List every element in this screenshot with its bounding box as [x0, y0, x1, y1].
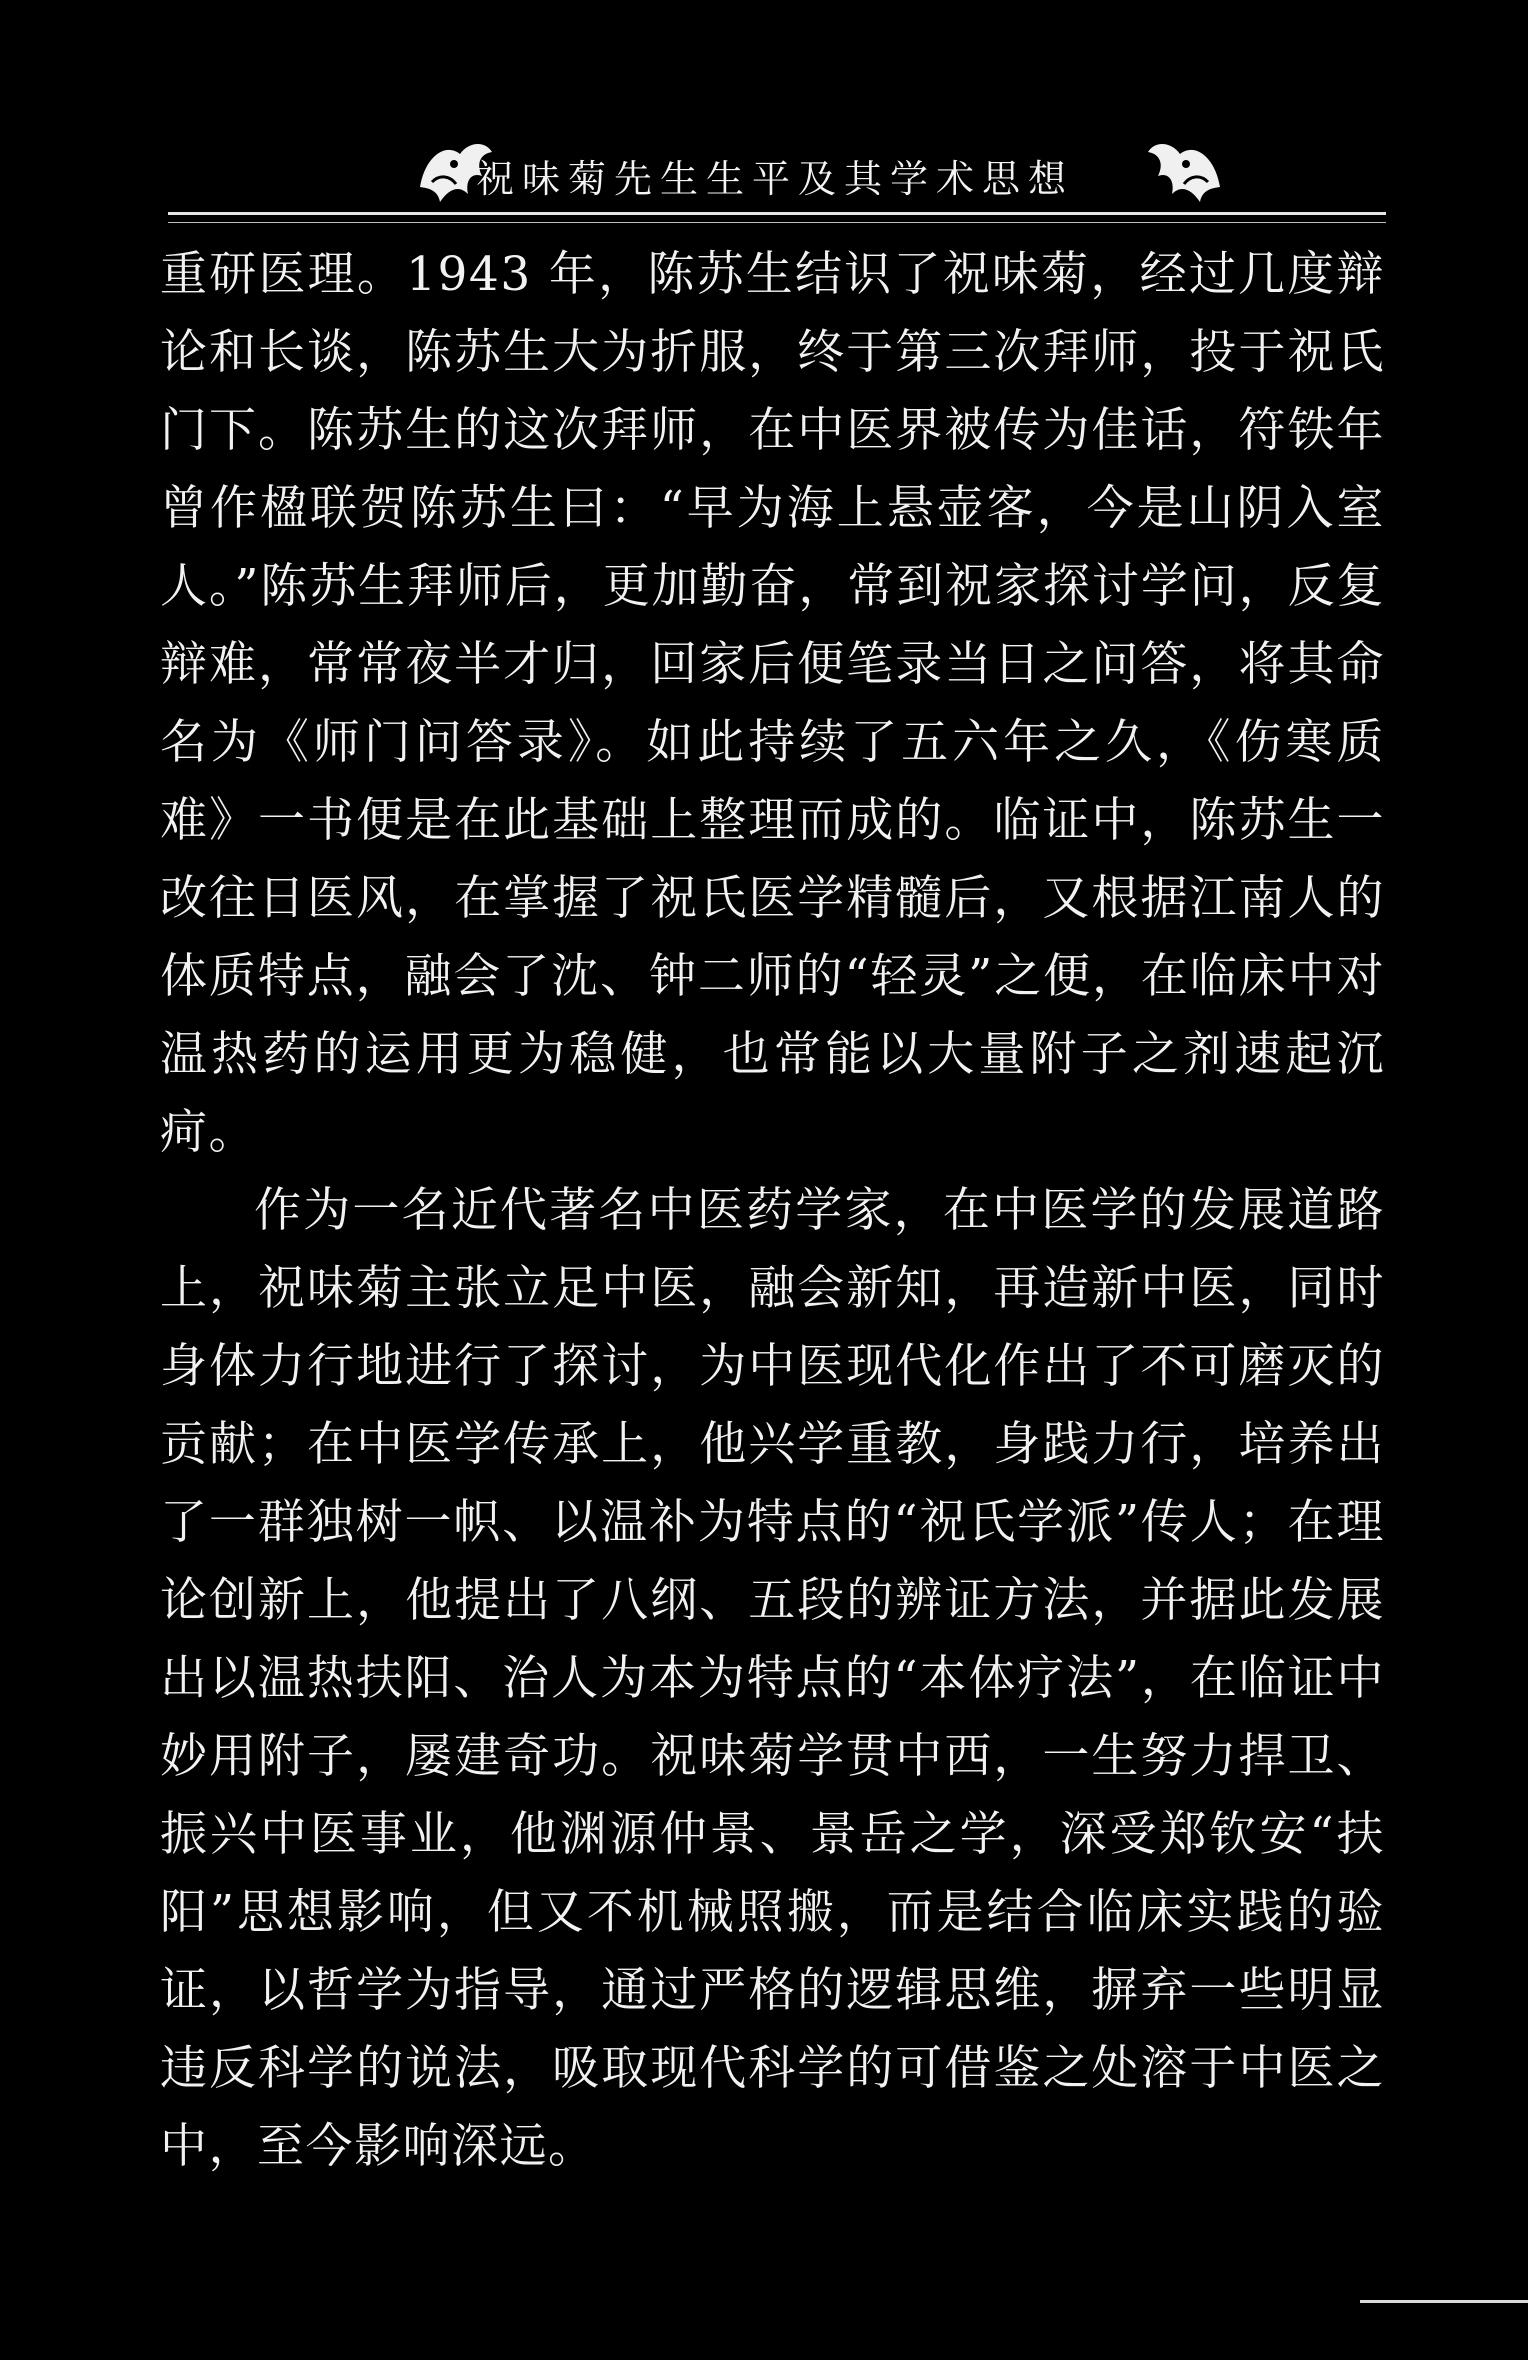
paragraph-text: 作为一名近代著名中医药学家，在中医学的发展道路上，祝味菊主张立足中医，融会新知，再造新中医，同时身体力行地进行了探讨，为中医现代化作出了不可磨灭的贡献；在中医学传承上，他兴学重教，身践力行，培养出了一群独树一帜、以温补为特点的“祝氏学派”传人；在理论创新上，他提出了八纲、五段的辨证方法，并据此发展出以温热扶阳、治人为本为特点的“本体疗法”，在临证中妙用附子，屡建奇功。祝味菊学贯中西，一生努力捍卫、振兴中医事业，他渊源仲景、景岳之学，深受郑钦安“扶阳”思想影响，但又不机械照搬，而是结合临床实践的验证，以哲学为指导，通过严格的逻辑思维，摒弃一些明显违反科学的说法，吸取现代科学的可借鉴之处溶于中医之中，至今影响深远。: [160, 1183, 1385, 2174]
body-paragraph-1: [160, 236, 1385, 1172]
running-header-title: 祝味菊先生生平及其学术思想: [475, 157, 1074, 201]
body-paragraph-2: [160, 1172, 1385, 2186]
header-rule: [168, 212, 1386, 215]
header-rule-thin: [168, 222, 1386, 223]
footer-rule: [1360, 2300, 1528, 2303]
paragraph-text: 重研医理。1943 年，陈苏生结识了祝味菊，经过几度辩论和长谈，陈苏生大为折服，终于第三次拜师，投于祝氏门下。陈苏生的这次拜师，在中医界被传为佳话，符铁年曾作楹联贺陈苏生曰：“早为海上悬壶客，今是山阴入室人。”陈苏生拜师后，更加勤奋，常到祝家探讨学问，反复辩难，常常夜半才归，回家后便笔录当日之问答，将其命名为《师门问答录》。如此持续了五六年之久，《伤寒质难》一书便是在此基础上整理而成的。临证中，陈苏生一改往日医风，在掌握了祝氏医学精髓后，又根据江南人的体质特点，融会了沈、钟二师的“轻灵”之便，在临床中对温热药的运用更为稳健，也常能以大量附子之剂速起沉疴。: [160, 247, 1385, 1160]
running-header: [160, 118, 1390, 218]
bird-ornament-icon: [1140, 132, 1230, 212]
